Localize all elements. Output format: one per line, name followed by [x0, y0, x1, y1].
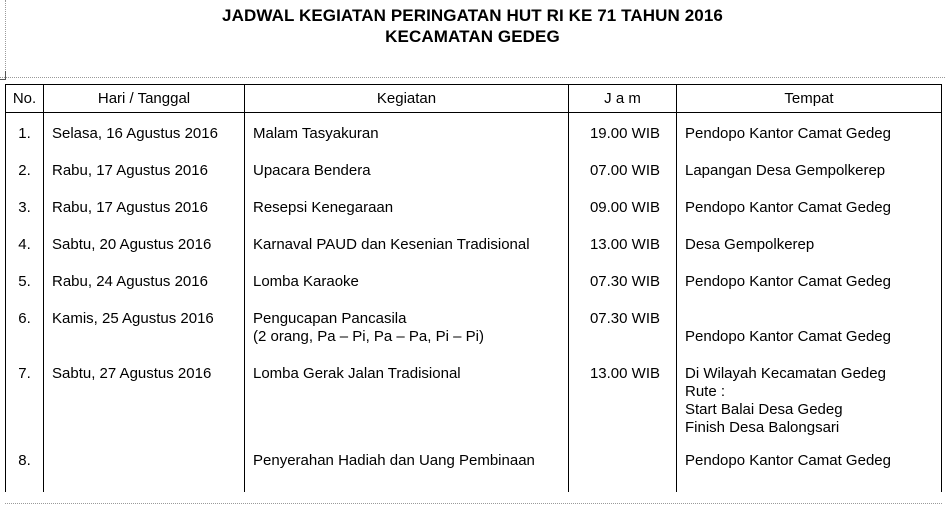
cell-no: 3. [6, 197, 44, 234]
cell-place [677, 160, 942, 197]
cell-time: 13.00 WIB [569, 363, 677, 450]
table-spacer-row [6, 113, 942, 124]
activity-line: Lomba Gerak Jalan Tradisional [253, 365, 461, 382]
column-header-time: J a m [569, 85, 677, 113]
cell-date: Kamis, 25 Agustus 2016 [44, 308, 245, 363]
page-bottom-guide [5, 503, 942, 504]
column-header-activity: Kegiatan [245, 85, 569, 113]
cell-activity [245, 160, 569, 197]
cell-no: 7. [6, 363, 44, 450]
table-row [6, 160, 942, 197]
activity-line: Upacara Bendera [253, 162, 371, 179]
cell-time: 07.30 WIB [569, 271, 677, 308]
column-header-no: No. [6, 85, 44, 113]
cell-activity [245, 363, 569, 450]
place-line: Start Balai Desa Gedeg [685, 401, 843, 418]
document-title: JADWAL KEGIATAN PERINGATAN HUT RI KE 71 TAHUN 2016 [222, 6, 723, 25]
cell-place [677, 271, 942, 308]
cell-date: Rabu, 17 Agustus 2016 [44, 197, 245, 234]
place-line: Pendopo Kantor Camat Gedeg [685, 328, 891, 345]
cell-activity [245, 450, 569, 492]
activity-line: Karnaval PAUD dan Kesenian Tradisional [253, 236, 530, 253]
cell-no: 2. [6, 160, 44, 197]
cell-date: Sabtu, 27 Agustus 2016 [44, 363, 245, 450]
cell-date: Rabu, 17 Agustus 2016 [44, 160, 245, 197]
table-row [6, 123, 942, 160]
cell-no: 8. [6, 450, 44, 492]
cell-place [677, 197, 942, 234]
place-line: Rute : [685, 383, 726, 400]
document-subtitle: KECAMATAN GEDEG [385, 27, 560, 46]
cell-activity [245, 234, 569, 271]
page-margin-guide-horizontal [0, 77, 945, 78]
place-line: Lapangan Desa Gempolkerep [685, 162, 886, 179]
activity-line: Resepsi Kenegaraan [253, 199, 394, 216]
place-line: Finish Desa Balongsari [685, 419, 840, 436]
schedule-table [5, 84, 942, 492]
cell-no: 6. [6, 308, 44, 363]
cell-time: 19.00 WIB [569, 123, 677, 160]
cell-activity [245, 197, 569, 234]
column-header-place: Tempat [677, 85, 942, 113]
table-row [6, 234, 942, 271]
table-header-row [6, 85, 942, 113]
cell-place [677, 363, 942, 450]
cell-date: Sabtu, 20 Agustus 2016 [44, 234, 245, 271]
place-line: Desa Gempolkerep [685, 236, 815, 253]
column-header-date: Hari / Tanggal [44, 85, 245, 113]
cell-time: 13.00 WIB [569, 234, 677, 271]
cell-time: 07.00 WIB [569, 160, 677, 197]
table-row [6, 450, 942, 492]
table-row [6, 363, 942, 450]
table-row [6, 308, 942, 363]
cell-date [44, 450, 245, 492]
cell-place [677, 123, 942, 160]
page-corner-mark [0, 71, 6, 80]
cell-place [677, 450, 942, 492]
table-row [6, 197, 942, 234]
cell-activity [245, 123, 569, 160]
cell-no: 4. [6, 234, 44, 271]
cell-place [677, 234, 942, 271]
activity-line: Lomba Karaoke [253, 273, 359, 290]
cell-time: 09.00 WIB [569, 197, 677, 234]
place-line: Pendopo Kantor Camat Gedeg [685, 199, 891, 216]
cell-activity [245, 308, 569, 363]
cell-time [569, 450, 677, 492]
place-line: Di Wilayah Kecamatan Gedeg [685, 365, 886, 382]
cell-no: 1. [6, 123, 44, 160]
cell-no: 5. [6, 271, 44, 308]
place-line [685, 310, 941, 328]
cell-activity [245, 271, 569, 308]
place-line: Pendopo Kantor Camat Gedeg [685, 452, 891, 469]
activity-line: Penyerahan Hadiah dan Uang Pembinaan [253, 452, 535, 469]
place-line: Pendopo Kantor Camat Gedeg [685, 273, 891, 290]
place-line: Pendopo Kantor Camat Gedeg [685, 125, 891, 142]
cell-date: Rabu, 24 Agustus 2016 [44, 271, 245, 308]
activity-line: Pengucapan Pancasila [253, 310, 407, 327]
cell-time: 07.30 WIB [569, 308, 677, 363]
table-row [6, 271, 942, 308]
cell-date: Selasa, 16 Agustus 2016 [44, 123, 245, 160]
activity-line: Malam Tasyakuran [253, 125, 379, 142]
cell-place [677, 308, 942, 363]
activity-line: (2 orang, Pa – Pi, Pa – Pa, Pi – Pi) [253, 328, 484, 345]
